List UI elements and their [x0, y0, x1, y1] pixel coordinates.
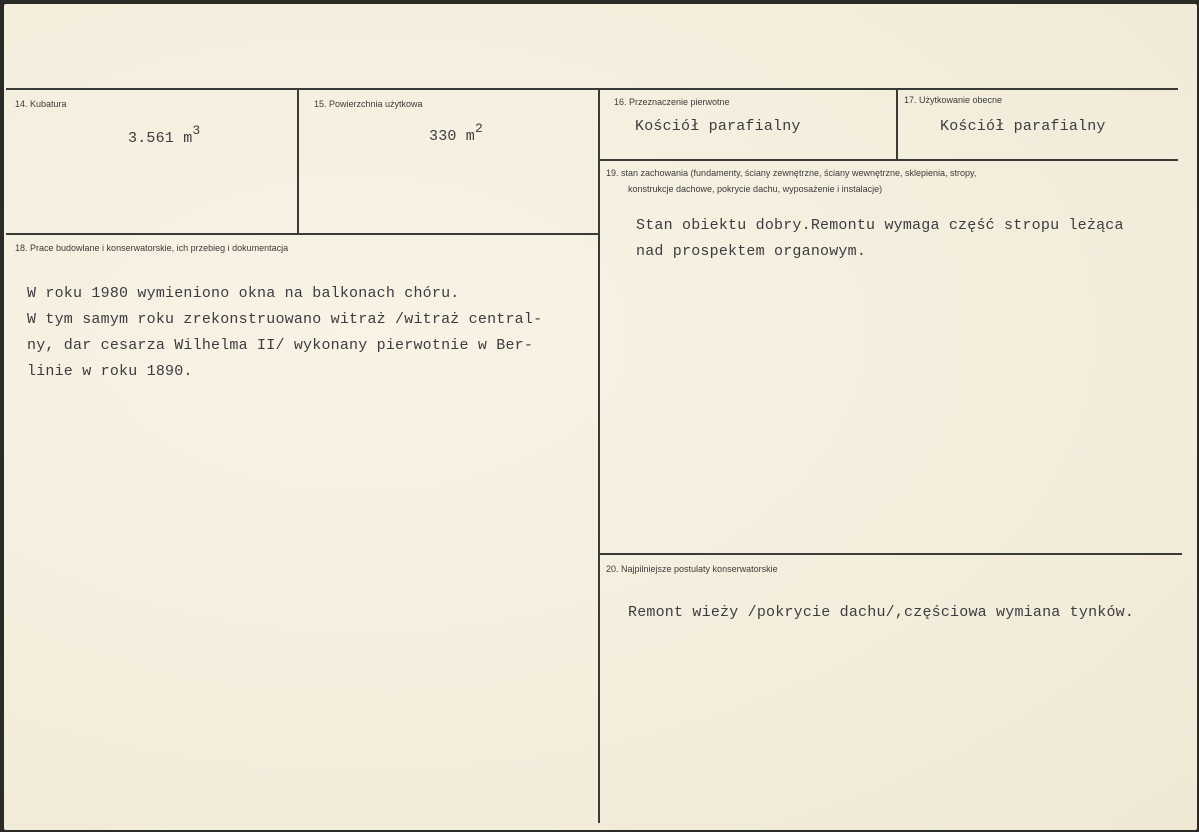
field-14-number: 3.561 m — [128, 130, 193, 147]
record-card — [4, 4, 1197, 830]
field-20-value: Remont wieży /pokrycie dachu/,częściowa wymiana tynków. — [628, 604, 1135, 621]
field-18-text — [27, 281, 542, 385]
field-16-value: Kościół parafialny — [635, 118, 801, 135]
field-15-value — [429, 121, 484, 145]
field-20-label: 20. Najpilniejsze postulaty konserwatorskie — [606, 564, 778, 574]
field-15-label: 15. Powierzchnia użytkowa — [314, 99, 423, 109]
field-14-value — [128, 123, 201, 147]
divider-16-17 — [896, 90, 898, 160]
field-18-line: W roku 1980 wymieniono okna na balkonach chóru. — [27, 285, 460, 302]
field-18-label: 18. Prace budowlane i konserwatorskie, ich przebieg i dokumentacja — [15, 243, 289, 253]
field-19-label-line2: konstrukcje dachowe, pokrycie dachu, wyposażenie i instalacje) — [628, 184, 883, 194]
field-15-exponent: 2 — [475, 121, 484, 136]
field-18-line: ny, dar cesarza Wilhelma II/ wykonany pierwotnie w Ber- — [27, 337, 534, 354]
field-14-exponent: 3 — [192, 123, 201, 138]
center-divider — [598, 90, 600, 823]
field-15-number: 330 m — [429, 128, 476, 145]
field-18-line: W tym samym roku zrekonstruowano witraż /witraż central- — [27, 311, 543, 328]
rule-above-20 — [600, 553, 1182, 555]
field-17-value: Kościół parafialny — [940, 118, 1106, 135]
field-18-line: linie w roku 1890. — [27, 363, 193, 380]
rule-under-14-15 — [6, 233, 598, 235]
rule-under-16-17 — [600, 159, 1178, 161]
field-16-label: 16. Przeznaczenie pierwotne — [614, 97, 730, 107]
field-19-text — [636, 213, 1124, 265]
field-19-line: Stan obiektu dobry.Remontu wymaga część stropu leżąca — [636, 217, 1124, 234]
top-rule — [6, 88, 1178, 90]
field-19-line: nad prospektem organowym. — [636, 243, 867, 260]
divider-14-15 — [297, 90, 299, 235]
field-14-label: 14. Kubatura — [15, 99, 67, 109]
field-17-label: 17. Użytkowanie obecne — [904, 95, 1003, 105]
field-19-label-line1: 19. stan zachowania (fundamenty, ściany zewnętrzne, ściany wewnętrzne, sklepienia, stropy, — [606, 168, 977, 178]
